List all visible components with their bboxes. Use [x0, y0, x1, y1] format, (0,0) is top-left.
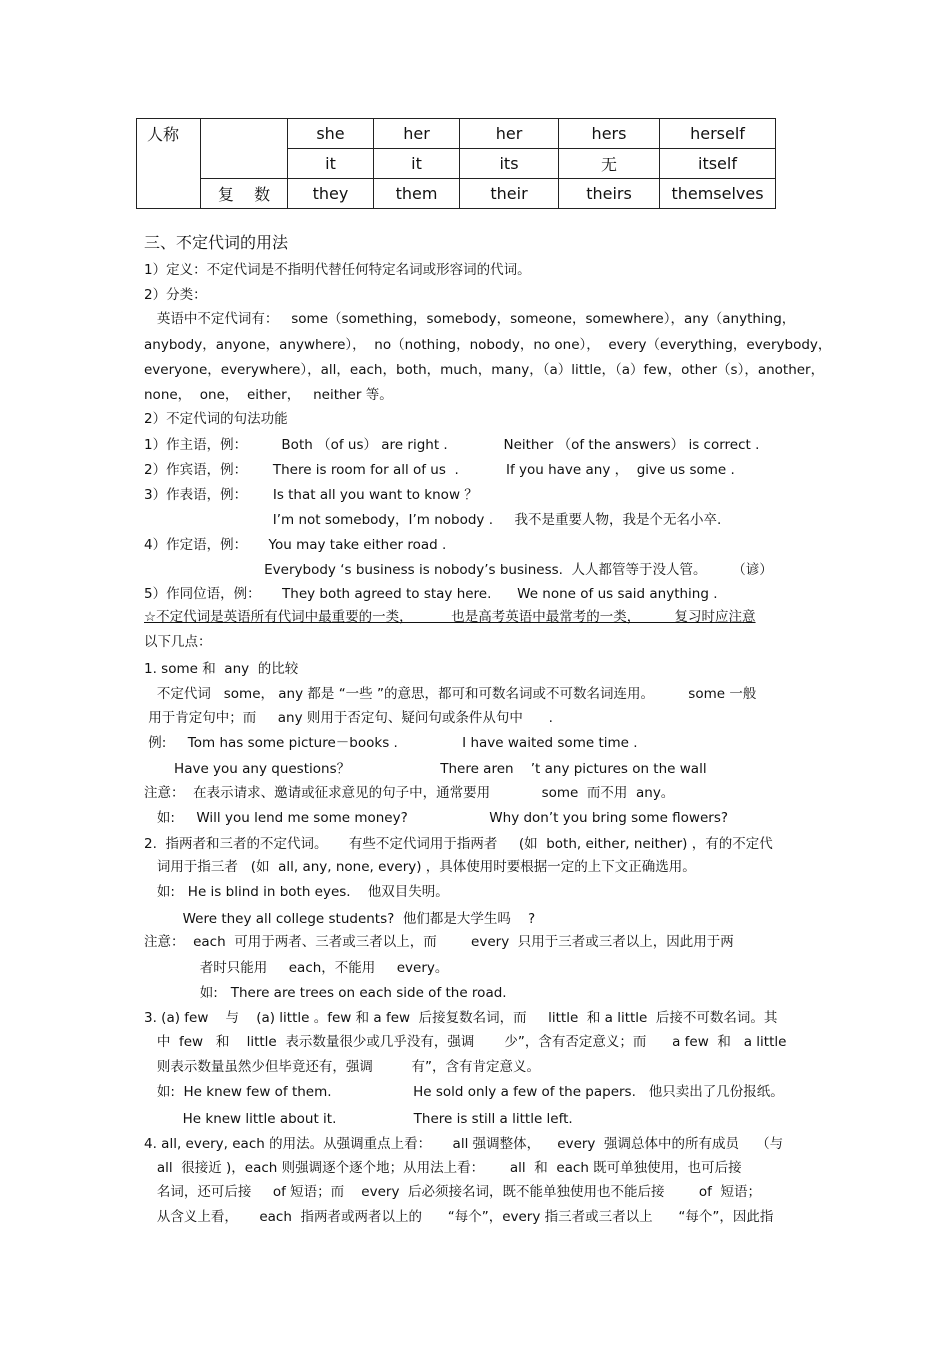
text-line: 词用于指三者 (如 all, any, none, every) ，具体使用时要根据一定的上下文正确选用。 [144, 859, 696, 875]
text-line: 以下几点： [144, 634, 212, 650]
text-line: 从含义上看， each 指两者或两者以上的 “每个”，every 指三者或三者以上 “每个”，因此指 [144, 1209, 774, 1225]
table-cell: it [374, 149, 460, 179]
text-line: 者时只能用 each，不能用 every。 [144, 960, 449, 976]
text-line: ☆不定代词是英语所有代词中最重要的一类， 也是高考英语中最常考的一类， 复习时应注意 [144, 609, 756, 625]
row-header-person: 人称 [137, 119, 201, 209]
text-line: 注意： 在表示请求、邀请或征求意见的句子中，通常要用 some 而不用 any。 [144, 785, 675, 801]
text-line: 如: He is blind in both eyes. 他双目失明。 [144, 884, 449, 900]
empty-cell [201, 119, 288, 179]
text-line: everyone，everywhere），all，each，both，much，many，（a）little，（a）few，other（s），another， [144, 362, 825, 378]
text-line: 如: There are trees on each side of the road. [144, 985, 507, 1001]
table-cell: she [288, 119, 374, 149]
text-line: I’m not somebody，I’m nobody . 我不是重要人物，我是个无名小卒. [144, 512, 722, 528]
text-line: 不定代词 some， any 都是 “一些 ”的意思，都可和可数名词或不可数名词连用。 some 一般 [144, 686, 757, 702]
text-line: 4）作定语，例： You may take either road . [144, 537, 447, 553]
text-line: Everybody ‘s business is nobody’s business. 人人都管等于没人管。 （谚） [144, 562, 773, 578]
text-line: 中 few 和 little 表示数量很少或几乎没有，强调 少”，含有否定意义；而 a few 和 a little [144, 1034, 787, 1050]
text-line: He knew little about it. There is still a little left. [144, 1111, 573, 1127]
text-line: 2）作宾语，例： There is room for all of us . If you have any ， give us some . [144, 462, 735, 478]
text-line: Have you any questions？ There aren ’t any pictures on the wall [144, 761, 707, 777]
pronoun-table [136, 118, 776, 209]
table-cell: its [460, 149, 559, 179]
text-line: 2）分类： [144, 287, 207, 303]
text-line: 3）作表语，例： Is that all you want to know ？ [144, 487, 478, 503]
table-cell: them [374, 179, 460, 209]
text-line: 如: He knew few of them. He sold only a few of the papers. 他只卖出了几份报纸。 [144, 1084, 784, 1100]
table-cell: her [460, 119, 559, 149]
text-line: 2. 指两者和三者的不定代词。 有些不定代词用于指两者 (如 both, either, neither) ，有的不定代 [144, 836, 773, 852]
table-cell: hers [559, 119, 660, 149]
text-line: 3. (a) few 与 (a) little 。few 和 a few 后接复数名词，而 little 和 a little 后接不可数名词。其 [144, 1010, 778, 1026]
text-line: 例: Tom has some picture－books . I have waited some time . [144, 735, 638, 751]
table-cell: 无 [559, 149, 660, 179]
table-cell: their [460, 179, 559, 209]
plural-label: 复 数 [201, 179, 288, 209]
text-line: 5）作同位语，例： They both agreed to stay here. We none of us said anything . [144, 586, 718, 602]
text-line: 1）定义：不定代词是不指明代替任何特定名词或形容词的代词。 [144, 262, 531, 278]
text-line: all 很接近 )，each 则强调逐个逐个地；从用法上看： all 和 each 既可单独使用，也可后接 [144, 1160, 742, 1176]
text-line: 1）作主语，例： Both （of us） are right . Neither （of the answers） is correct . [144, 437, 760, 453]
section-heading: 三、不定代词的用法 [144, 233, 289, 252]
text-line: 如: Will you lend me some money? Why don’t you bring some flowers? [144, 810, 729, 826]
text-line: 名词，还可后接 of 短语；而 every 后必须接名词，既不能单独使用也不能后接 of 短语； [144, 1184, 761, 1200]
text-line: 2）不定代词的句法功能 [144, 411, 288, 427]
text-line: 英语中不定代词有： some（something，somebody，someone，somewhere），any（anything， [144, 311, 796, 327]
table-cell: theirs [559, 179, 660, 209]
text-line: 4. all, every, each 的用法。从强调重点上看： all 强调整体， every 强调总体中的所有成员 （与 [144, 1136, 784, 1152]
text-line: anybody，anyone，anywhere）， no（nothing，nobody，no one）， every（everything，everybody， [144, 337, 832, 353]
text-line: 则表示数量虽然少但毕竟还有，强调 有”，含有肯定意义。 [144, 1059, 540, 1075]
table-cell: her [374, 119, 460, 149]
table-cell: itself [660, 149, 776, 179]
text-line: 用于肯定句中；而 any 则用于否定句、疑问句或条件从句中 . [144, 710, 553, 726]
text-line: Were they all college students? 他们都是大学生吗 ? [144, 911, 536, 927]
table-cell: herself [660, 119, 776, 149]
table-cell: it [288, 149, 374, 179]
table-cell: they [288, 179, 374, 209]
text-line: 1. some 和 any 的比较 [144, 661, 299, 677]
table-cell: themselves [660, 179, 776, 209]
text-line: 注意： each 可用于两者、三者或三者以上，而 every 只用于三者或三者以上，因此用于两 [144, 934, 734, 950]
text-line: none， one， either， neither 等。 [144, 387, 393, 403]
